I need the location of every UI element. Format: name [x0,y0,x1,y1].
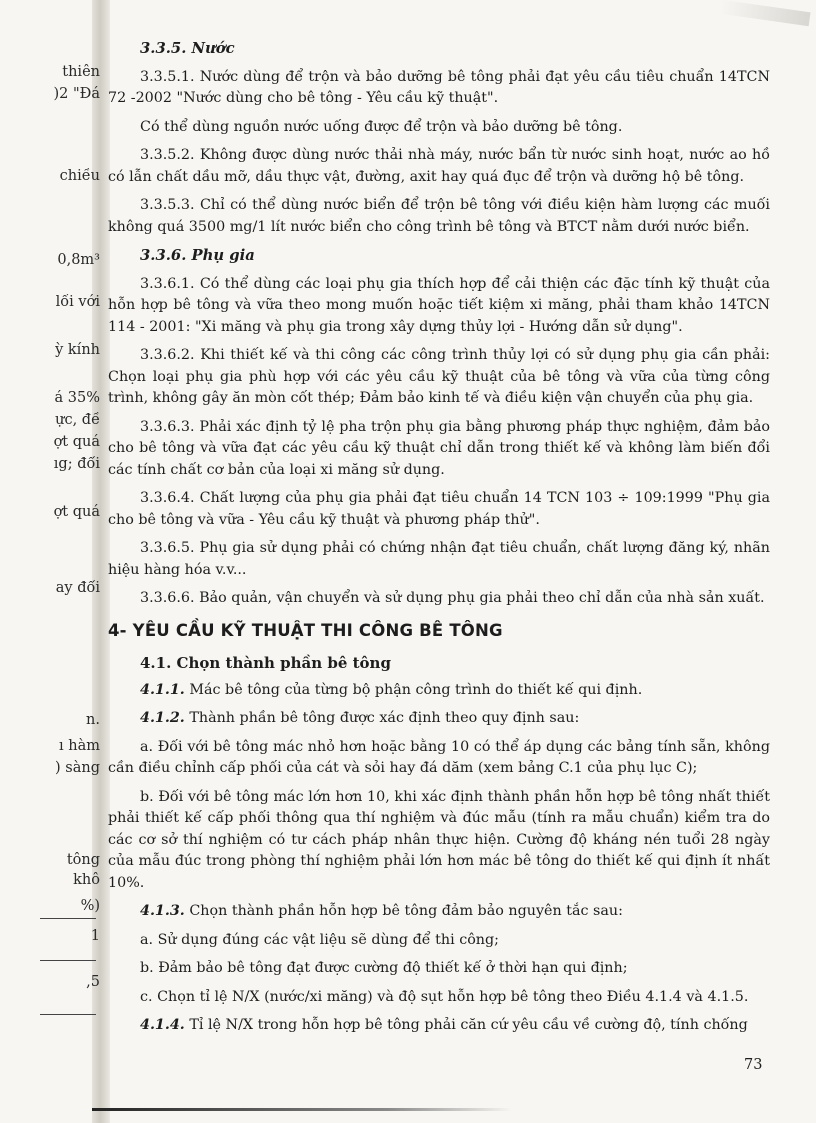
list-item: a. Đối với bê tông mác nhỏ hơn hoặc bằng 10 có thể áp dụng các bảng tính sẵn, không cần điều chỉnh cấp phối của cát và sỏi hay đá dăm (xem bảng C.1 của phụ lục C); [108,738,770,776]
bleed-fragment: thiên [62,64,100,80]
clause-text: Mác bê tông của từng bộ phận công trình do thiết kế qui định. [184,681,643,698]
bleed-rule [40,960,96,961]
bleed-fragment: ) sàng [55,760,100,776]
chapter-heading: 4- YÊU CẦU KỸ THUẬT THI CÔNG BÊ TÔNG [108,620,503,640]
paragraph: 3.3.5.2. Không được dùng nước thải nhà máy, nước bẩn từ nước sinh hoạt, nước ao hồ có lẫn chất dầu mỡ, dầu thực vật, đường, axit hay quá đục để trộn và dưỡng hộ bê tông. [108,147,770,185]
bleed-fragment: n. [86,712,100,728]
paragraph: 3.3.6.5. Phụ gia sử dụng phải có chứng nhận đạt tiêu chuẩn, chất lượng đăng ký, nhãn hiệu hàng hóa v.v... [108,540,770,578]
subsection-heading-4-1: 4.1. Chọn thành phần bê tông [140,654,391,672]
list-item: b. Đảm bảo bê tông đạt được cường độ thiết kế ở thời hạn qui định; [140,960,628,976]
bleed-fragment: %) [80,898,100,914]
list-item: b. Đối với bê tông mác lớn hơn 10, khi xác định thành phần hỗn hợp bê tông nhất thiết phải thiết kế cấp phối thông qua thí nghiệm và đúc mẫu (tính ra mẫu chuẩn) kiểm tra do các cơ sở thí nghiệm có tư cách pháp nhân thực hiện. Cường độ kháng nén tuổi 28 ngày của mẫu đúc trong phòng thí nghiệm phải lớn hơn mác bê tông do thiết kế qui định ít nhất 10%. [108,788,770,891]
section-heading-3-3-6: 3.3.6. Phụ gia [140,247,255,264]
bleed-fragment: ıg; đổi [53,456,100,472]
paragraph-4-1-2 [108,708,770,730]
bleed-fragment: ợt quá [53,504,100,520]
bleed-fragment: 1 [90,928,100,944]
paragraph: Có thể dùng nguồn nước uống được để trộn và bảo dưỡng bê tông. [140,118,623,135]
bleed-fragment: á 35% [54,390,100,406]
clause-text: Thành phần bê tông được xác định theo quy định sau: [184,710,580,726]
bleed-rule [40,918,96,919]
bleed-fragment: ực, đề [55,412,100,428]
paragraph-4-1-3 [108,901,770,923]
clause-label: 4.1.4. [140,1017,185,1033]
bleed-fragment: ,5 [86,974,100,990]
list-item: a. Sử dụng đúng các vật liệu sẽ dùng để thi công; [140,931,499,948]
bleed-fragment: chiều [59,168,100,184]
bleed-fragment: 0,8m³ [57,252,100,268]
bleed-fragment: ay đổi [55,580,100,596]
paragraph: 3.3.6.3. Phải xác định tỷ lệ pha trộn phụ gia bằng phương pháp thực nghiệm, đảm bảo cho bê tông và vữa đạt các yêu cầu kỹ thuật chỉ dẫn trong thiết kế và không làm biến đổi các tính chất cơ bản của loại xi măng sử dụng. [108,418,770,478]
paragraph: 3.3.5.1. Nước dùng để trộn và bảo dưỡng bê tông phải đạt yêu cầu tiêu chuẩn 14TCN 72 -2002 "Nước dùng cho bê tông - Yêu cầu kỹ thuật". [108,68,770,106]
clause-label: 4.1.1. [140,681,185,698]
paragraph-4-1-4 [108,1015,770,1037]
bleed-fragment: lối với [55,294,100,310]
scan-artifact [719,0,810,26]
clause-text: Chọn thành phần hỗn hợp bê tông đảm bảo nguyên tắc sau: [184,903,623,919]
bleed-fragment: ỳ kính [55,342,100,358]
section-heading-3-3-5: 3.3.5. Nước [140,40,235,57]
page-number: 73 [744,1057,763,1073]
clause-label: 4.1.2. [140,710,185,726]
clause-text: Tỉ lệ N/X trong hỗn hợp bê tông phải căn cứ yêu cầu về cường độ, tính chống [184,1017,748,1033]
paragraph: 3.3.6.1. Có thể dùng các loại phụ gia thích hợp để cải thiện các đặc tính kỹ thuật của hỗn hợp bê tông và vữa theo mong muốn hoặc tiết kiệm xi măng, phải tham khảo 14TCN 114 - 2001: "Xi măng và phụ gia trong xây dựng thủy lợi - Hướng dẫn sử dụng". [108,275,770,335]
list-item: c. Chọn tỉ lệ N/X (nước/xi măng) và độ sụt hỗn hợp bê tông theo Điều 4.1.4 và 4.1.5. [140,988,749,1005]
clause-label: 4.1.3. [140,903,185,919]
bleed-fragment: tông [66,852,100,868]
bleed-rule [40,1014,96,1015]
bleed-fragment: ợt quá [53,434,100,450]
bleed-fragment: ı hàm [59,738,100,754]
bleed-fragment: )2 "Đá [53,86,100,102]
paragraph: 3.3.6.6. Bảo quản, vận chuyển và sử dụng phụ gia phải theo chỉ dẫn của nhà sản xuất. [140,590,765,606]
main-text [108,38,770,1044]
bleed-fragment: khô [73,872,100,888]
paragraph-4-1-1 [108,680,770,702]
bottom-rule [92,1108,512,1111]
paragraph: 3.3.5.3. Chỉ có thể dùng nước biển để trộn bê tông với điều kiện hàm lượng các muối không quá 3500 mg/1 lít nước biển cho công trình bê tông và BTCT nằm dưới nước biển. [108,197,770,235]
paragraph: 3.3.6.2. Khi thiết kế và thi công các công trình thủy lợi có sử dụng phụ gia cần phải: Chọn loại phụ gia phù hợp với các yêu cầu kỹ thuật của bê tông và vữa của từng công trình, không gây ăn mòn cốt thép; Đảm bảo kinh tế và điều kiện vận chuyển của phụ gia. [108,347,770,406]
paragraph: 3.3.6.4. Chất lượng của phụ gia phải đạt tiêu chuẩn 14 TCN 103 ÷ 109:1999 "Phụ gia cho bê tông và vữa - Yêu cầu kỹ thuật và phương pháp thử". [108,490,770,528]
